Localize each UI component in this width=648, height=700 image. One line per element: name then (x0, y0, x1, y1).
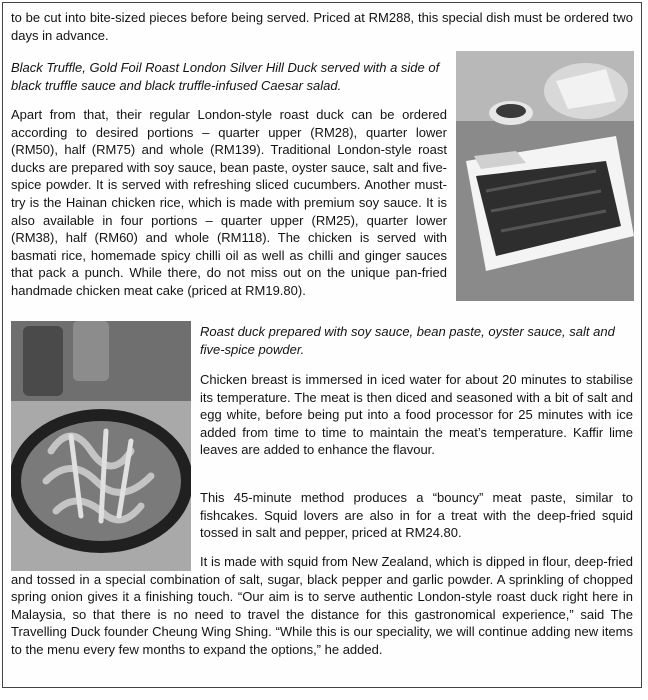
caption-truffle-duck: Black Truffle, Gold Foil Roast London Silver Hill Duck served with a side of black truffle sauce and black truffle-infused Caesar salad. (11, 60, 440, 93)
squid-paragraph: This 45-minute method produces a “bouncy” meat paste, similar to fishcakes. Squid lovers are also in for a treat with the deep-fried squid tossed in salt and pepper, priced at RM24.80. (200, 490, 633, 541)
chicken-paragraph: Chicken breast is immersed in iced water for about 20 minutes to stabilise its temperature. The meat is then diced and seasoned with a bit of salt and egg white, before being put into a food processor for 25 minutes with ice added from time to time to maintain the meat’s temperature. Kaffir lime leaves are added to enhance the flavour. (200, 372, 633, 458)
article-page (2, 2, 642, 688)
intro-paragraph: to be cut into bite-sized pieces before being served. Priced at RM288, this special dish must be ordered two days in advance. (11, 10, 633, 43)
fried-squid-photo (11, 321, 191, 571)
portions-paragraph: Apart from that, their regular London-style roast duck can be ordered according to desired portions – quarter upper (RM28), quarter lower (RM50), half (RM75) and whole (RM139). Traditional London-style roast ducks are prepared with soy sauce, bean paste, oyster sauce, salt and five-spice powder. It is served with refreshing sliced cucumbers. Another must-try is the Hainan chicken rice, which is made with premium soy sauce. It is also available in four portions – quarter upper (RM25), quarter lower (RM38), half (RM60) and whole (RM118). The chicken is served with basmati rice, homemade spicy chilli oil as well as chilli and ginger sauces that pack a punch. While there, do not miss out on the unique pan-fried handmade chicken meat cake (priced at RM19.80). (11, 107, 447, 298)
roast-duck-photo (456, 51, 634, 301)
closing-paragraph: It is made with squid from New Zealand, which is dipped in flour, deep-fried and tossed in a special combination of salt, sugar, black pepper and garlic powder. A sprinkling of chopped spring onion gives it a finishing touch. “Our aim is to serve authentic London-style roast duck right here in Malaysia, so that there is no need to travel the distance for this gastronomical experience,” said The Travelling Duck founder Cheung Wing Shing. “While this is our speciality, we will continue adding new items to the menu every few months to expand the options,” he added. (11, 554, 633, 657)
caption-roast-duck: Roast duck prepared with soy sauce, bean paste, oyster sauce, salt and five-spice powder. (200, 324, 615, 357)
